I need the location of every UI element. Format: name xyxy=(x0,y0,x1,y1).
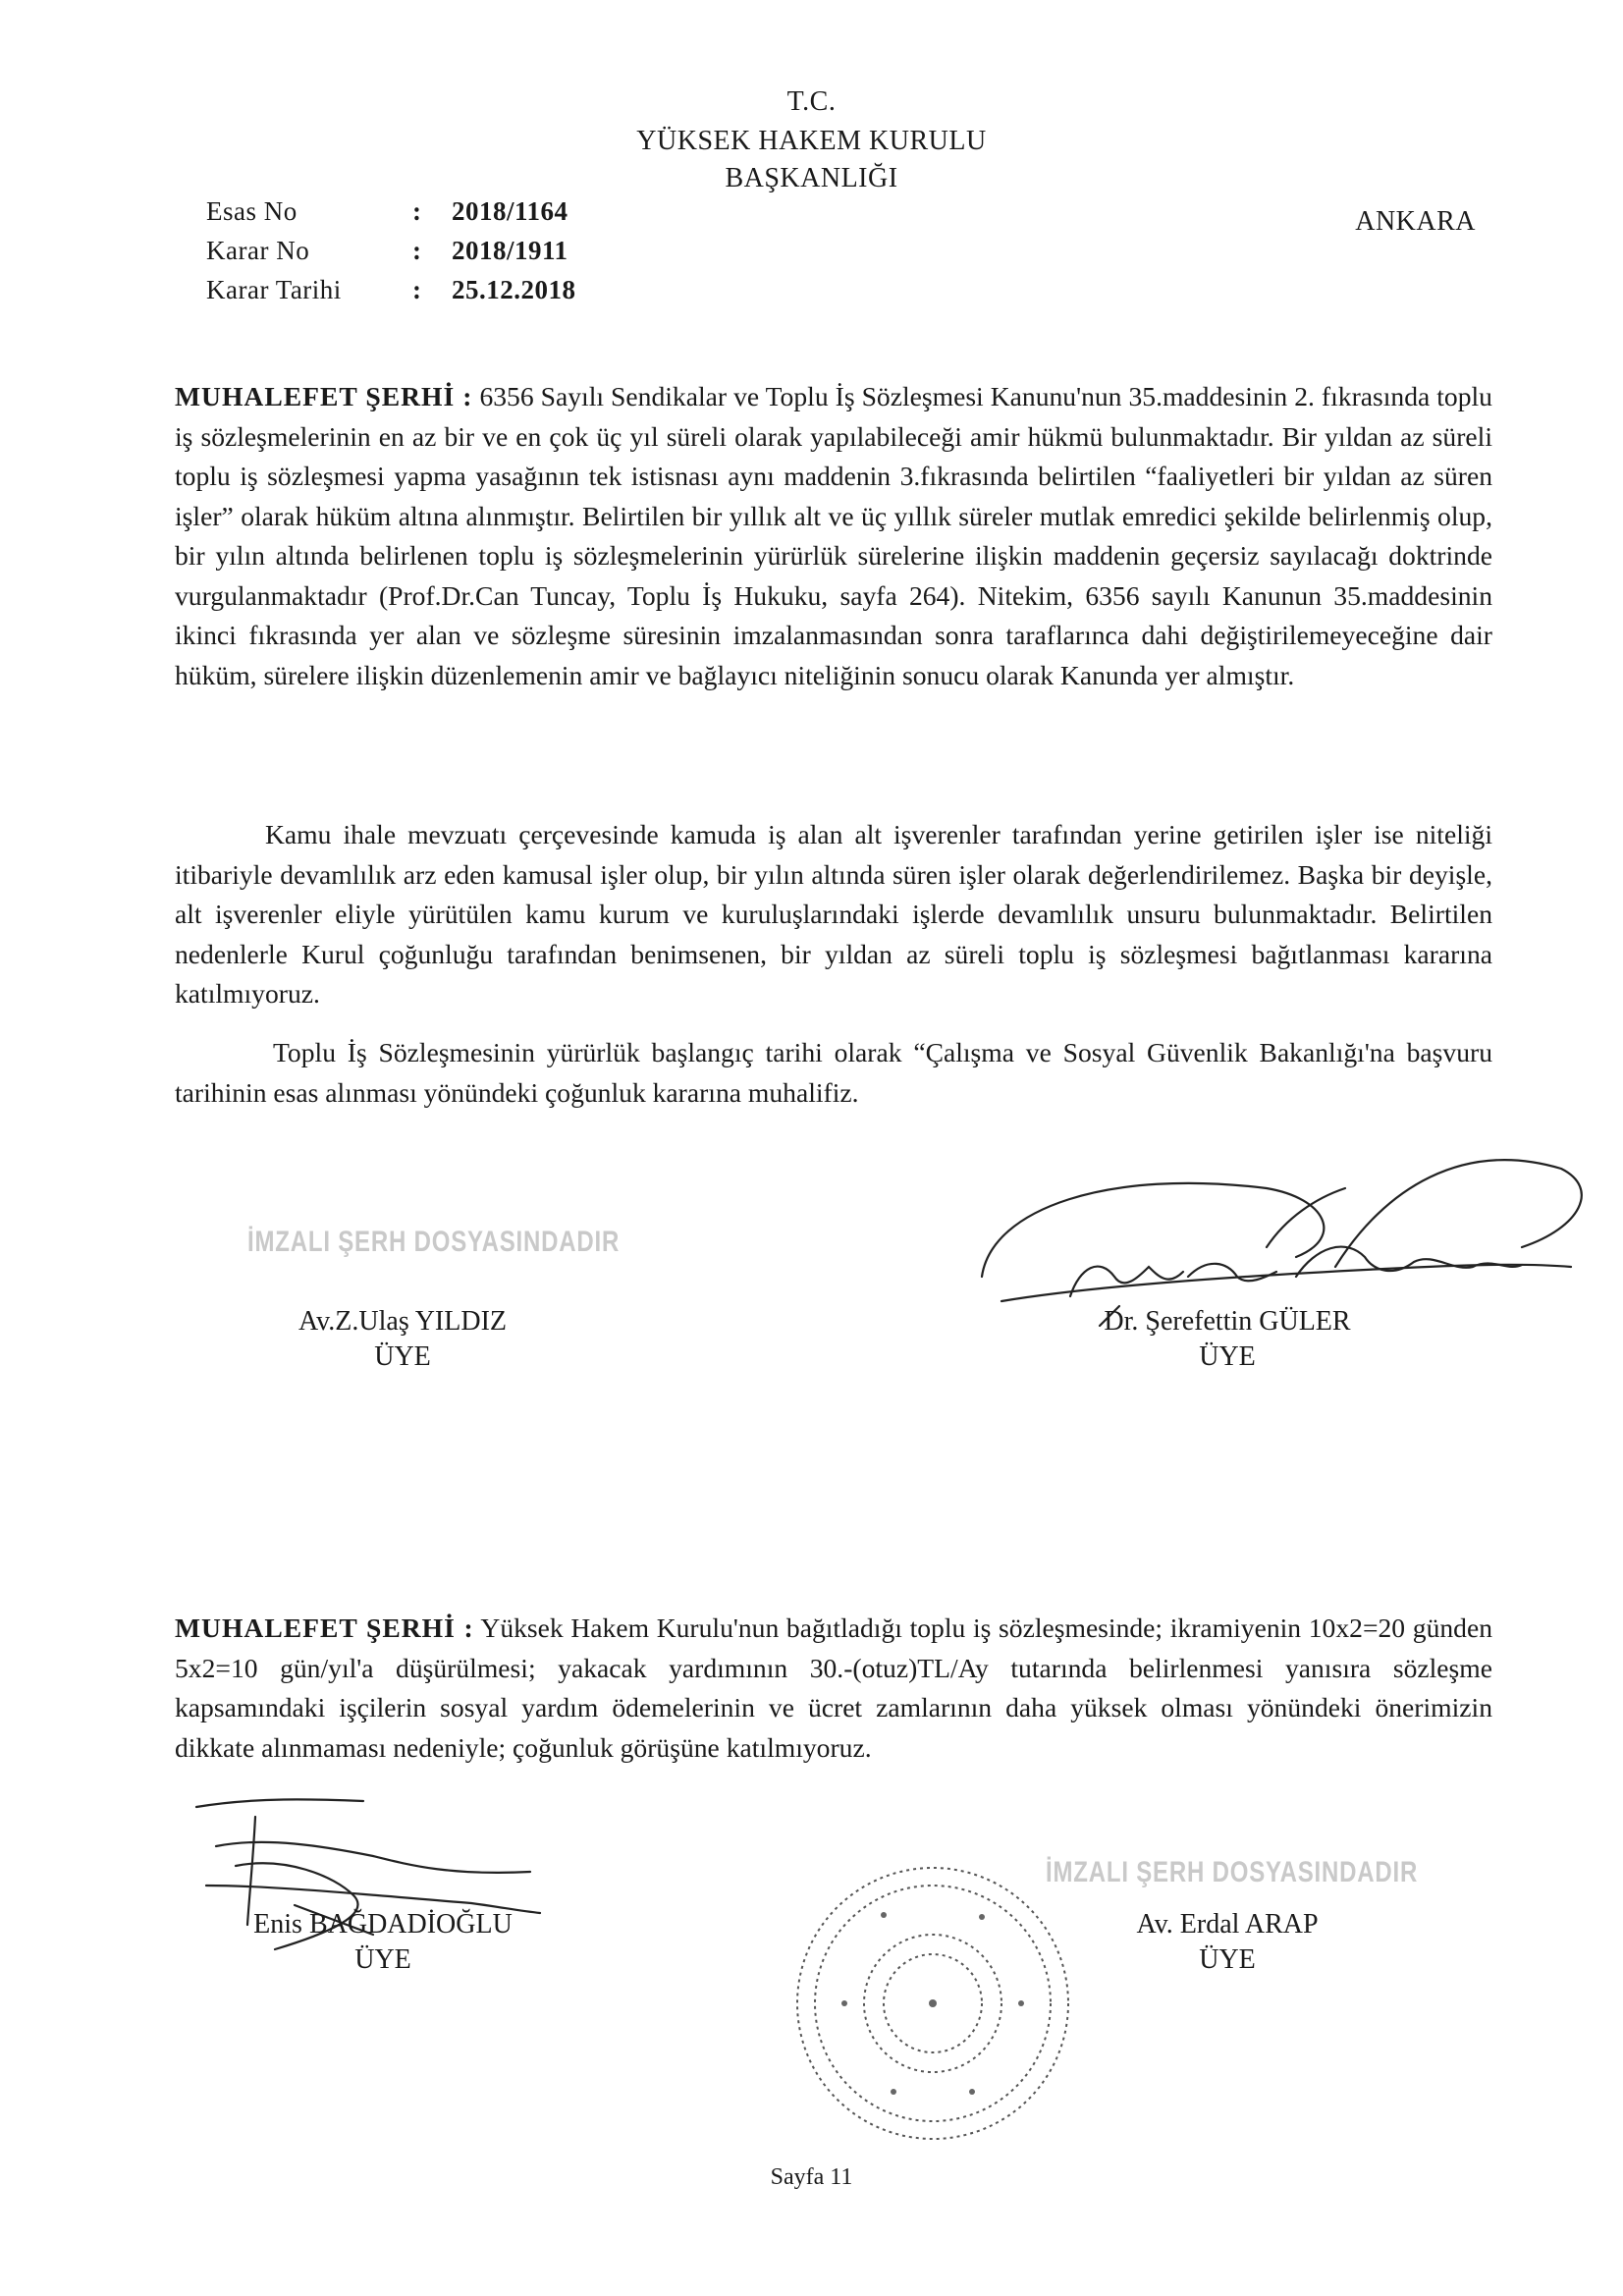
signature-block-guler xyxy=(1041,1304,1414,1375)
meta-label: Esas No xyxy=(206,196,298,226)
meta-value: 2018/1911 xyxy=(452,236,568,265)
signatory-role: ÜYE xyxy=(354,1944,411,1975)
dissent-1-paragraph-3: Toplu İş Sözleşmesinin yürürlük başlangıç tarihi olarak “Çalışma ve Sosyal Güvenlik Bakanlığı'na başvuru tarihinin esas alınması yönündeki çoğunluk kararına muhalifiz. xyxy=(175,1037,1492,1108)
signature-block-yildiz xyxy=(236,1304,569,1375)
signatory-name: Dr. Şerefettin GÜLER xyxy=(1104,1306,1351,1337)
header-city: ANKARA xyxy=(1355,206,1476,237)
signed-on-file-stamp-2: İMZALI ŞERH DOSYASINDADIR xyxy=(1046,1856,1419,1888)
meta-separator: : xyxy=(412,275,422,304)
meta-value: 25.12.2018 xyxy=(452,275,576,304)
meta-label: Karar Tarihi xyxy=(206,275,342,304)
meta-row-karar xyxy=(206,236,568,266)
dissent-1-text-1: 6356 Sayılı Sendikalar ve Toplu İş Sözleşmesi Kanunu'nun 35.maddesinin 2. fıkrasında toplu iş sözleşmelerinin en az bir ve en çok üç yıl süreli olarak yapılabileceği amir hükmü bulunmaktadır. Bir yıldan az süreli toplu iş sözleşmesi yapma yasağının tek istisnası aynı maddenin 3.fıkrasında belirtilen “faaliyetleri bir yıldan az süren işler” olarak hüküm altına alınmıştır. Belirtilen bir yıllık alt ve üç yıllık süreler mutlak emredici şekilde belirlenmiş olup, bir yılın altında belirlenen toplu iş sözleşmelerinin yürürlük sürelerine ilişkin maddenin geçersiz sayılacağı doktrinde vurgulanmaktadır (Prof.Dr.Can Tuncay, Toplu İş Hukuku, sayfa 264). Nitekim, 6356 sayılı Kanunun 35.maddesinin ikinci fıkrasında yer alan ve sözleşme süresinin imzalanmasından sonra taraflarınca dahi değiştirilemeyeceğine dair hüküm, sürelere ilişkin düzenlemenin amir ve bağlayıcı niteliğinin sonucu olarak Kanunda yer almıştır. xyxy=(175,381,1492,690)
dissent-1-paragraph-1 xyxy=(175,377,1492,695)
signatory-name: Av.Z.Ulaş YILDIZ xyxy=(298,1306,507,1337)
dissent-2-text-1: Yüksek Hakem Kurulu'nun bağıtladığı toplu iş sözleşmesinde; ikramiyenin 10x2=20 günden 5x2=10 gün/yıl'a düşürülmesi; yakacak yardımının 30.-(otuz)TL/Ay tutarında belirlenmesi yanısıra sözleşme kapsamındaki işçilerin sosyal yardım ödemelerinin ve ücret zamlarının daha yüksek olması yönündeki önerimizin dikkate alınmaması nedeniyle; çoğunluk görüşüne katılmıyoruz. xyxy=(175,1613,1492,1763)
header-tc: T.C. xyxy=(786,86,837,117)
signed-on-file-stamp: İMZALI ŞERH DOSYASINDADIR xyxy=(247,1226,621,1258)
meta-row-tarih xyxy=(206,275,576,305)
dissent-1-heading: MUHALEFET ŞERHİ : xyxy=(175,381,473,411)
meta-separator: : xyxy=(412,196,422,226)
signatory-role: ÜYE xyxy=(1199,1944,1256,1975)
dissent-1-paragraph-2: Kamu ihale mevzuatı çerçevesinde kamuda iş alan alt işverenler tarafından yerine getirilen işler ise niteliği itibariyle devamlılık arz eden kamusal işler olup, bir yılın altında süren işler olarak değerlendirilemez. Başka bir deyişle, alt işverenler eliyle yürütülen kamu kurum ve kuruluşlarındaki işlerde devamlılık unsuru bulunmaktadır. Belirtilen nedenlerle Kurul çoğunluğu tarafından benimsenen, bir yıldan az süreli toplu iş sözleşmesi bağıtlanması kararına katılmıyoruz. xyxy=(175,819,1492,1009)
signatory-role: ÜYE xyxy=(1199,1341,1256,1372)
header-institution: YÜKSEK HAKEM KURULU xyxy=(636,126,987,156)
page-number: Sayfa 11 xyxy=(770,2164,853,2190)
meta-value: 2018/1164 xyxy=(452,196,568,226)
dissent-2-paragraph-1 xyxy=(175,1609,1492,1768)
header-presidency: BAŞKANLIĞI xyxy=(725,163,898,193)
signatory-name: Av. Erdal ARAP xyxy=(1136,1909,1319,1940)
meta-label: Karar No xyxy=(206,236,310,265)
signatory-role: ÜYE xyxy=(374,1341,431,1372)
signature-block-arap xyxy=(1060,1907,1394,1978)
meta-row-esas xyxy=(206,196,568,227)
dissent-2-heading: MUHALEFET ŞERHİ : xyxy=(175,1613,474,1643)
signature-block-bagdadioglu xyxy=(196,1907,569,1978)
signatory-name: Enis BAĞDADİOĞLU xyxy=(253,1909,513,1940)
official-seal-stamp xyxy=(785,1856,1080,2151)
meta-separator: : xyxy=(412,236,422,265)
